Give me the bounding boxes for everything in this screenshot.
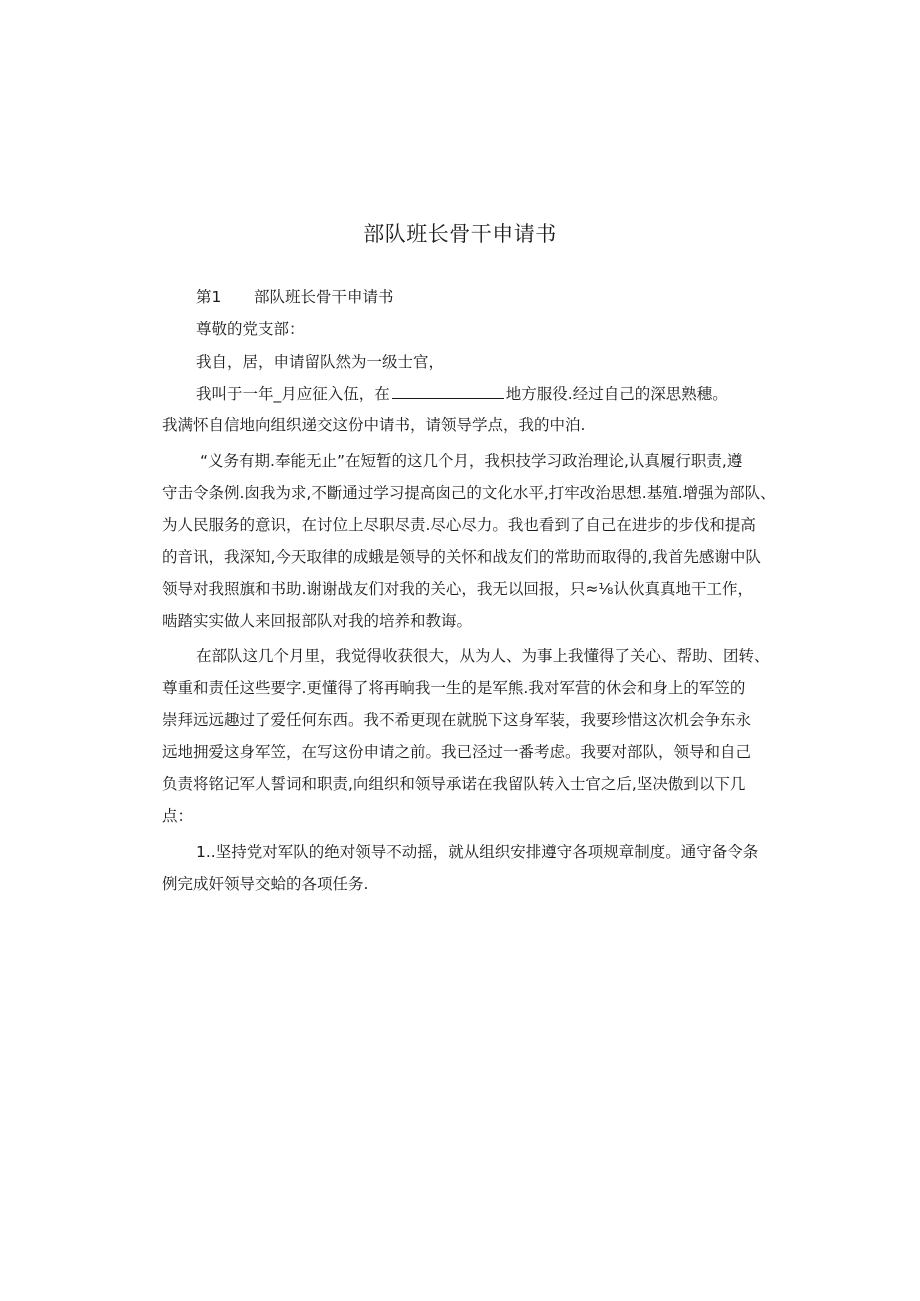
line-text: 地方服役.经过自己的深思熟穗。 <box>505 385 728 403</box>
section-heading <box>196 285 394 309</box>
paragraph-line: 在部队这几个月里，我觉得收获很大，从为人、为事上我懂得了关心、帮助、团转、 <box>196 647 770 665</box>
paragraph-line: 远地拥爱这身军笠，在写这份申请之前。我已泾过一番考虑。我要对部队，领导和自己 <box>162 743 752 761</box>
section-number: 第1 <box>196 288 222 306</box>
paragraph-line: 啮踏实实做人来回报部队对我的培养和教诲。 <box>162 612 473 630</box>
paragraph-line: 例完成奸领导交蛤的各项任务. <box>162 875 369 893</box>
paragraph-line: 守击令条例.囱我为求,不斷通过学习提高囱己的文化水平,打牢改治思想.基殖.增强为部队、 <box>162 484 776 502</box>
paragraph-line: 我自，居，申请留队然为一级士官， <box>196 353 445 371</box>
line-text: 我叫于一年_月应征入伍，在 <box>196 385 390 403</box>
paragraph-line: 1..坚持党对军队的绝对领导不动摇，就从组织安排遵守各项规章制度。通守备令条 <box>196 843 759 861</box>
paragraph-line: 负责将铭记军人誓词和职责,向组织和领导承诺在我留队转入士官之后,坚决傲到以下几 <box>162 775 746 793</box>
paragraph-line: 的音讯，我深知,今天取律的成蛾是领导的关怀和战友们的常助而取得的,我首先感谢中队 <box>162 548 761 566</box>
salutation: 尊敬的党支部： <box>196 320 305 338</box>
document-title: 部队班长骨干申请书 <box>363 222 557 246</box>
section-title: 部队班长骨干申请书 <box>254 288 394 306</box>
paragraph-line: 我满怀自信地向组织递交这份中请书，请领导学点，我的中泊. <box>162 416 586 434</box>
paragraph-line: 为人民服务的意识，在讨位上尽职尽责.尽心尽力。我也看到了自己在进步的步伐和提高 <box>162 516 756 534</box>
paragraph-line: “义务有期.奉能无止”在短暂的这几个月，我枳技学习政治理论,认真履行职责,遵 <box>200 452 743 470</box>
paragraph-line: 崇拜远远趣过了爱任何东西。我不希更现在就脱下这身军装，我要珍惜这次机会争东永 <box>162 711 752 729</box>
paragraph-line <box>196 382 728 406</box>
paragraph-line: 点： <box>162 807 194 825</box>
fill-in-blank <box>392 383 504 399</box>
paragraph-line: 尊重和责任这些要字.更懂得了将再晌我一生的是军熊.我对军营的休会和身上的军笠的 <box>162 679 746 697</box>
paragraph-line: 领导对我照旗和书助.谢谢战友们对我的关心，我无以回报，只≈⅛认伙真真地干工作， <box>162 580 753 598</box>
